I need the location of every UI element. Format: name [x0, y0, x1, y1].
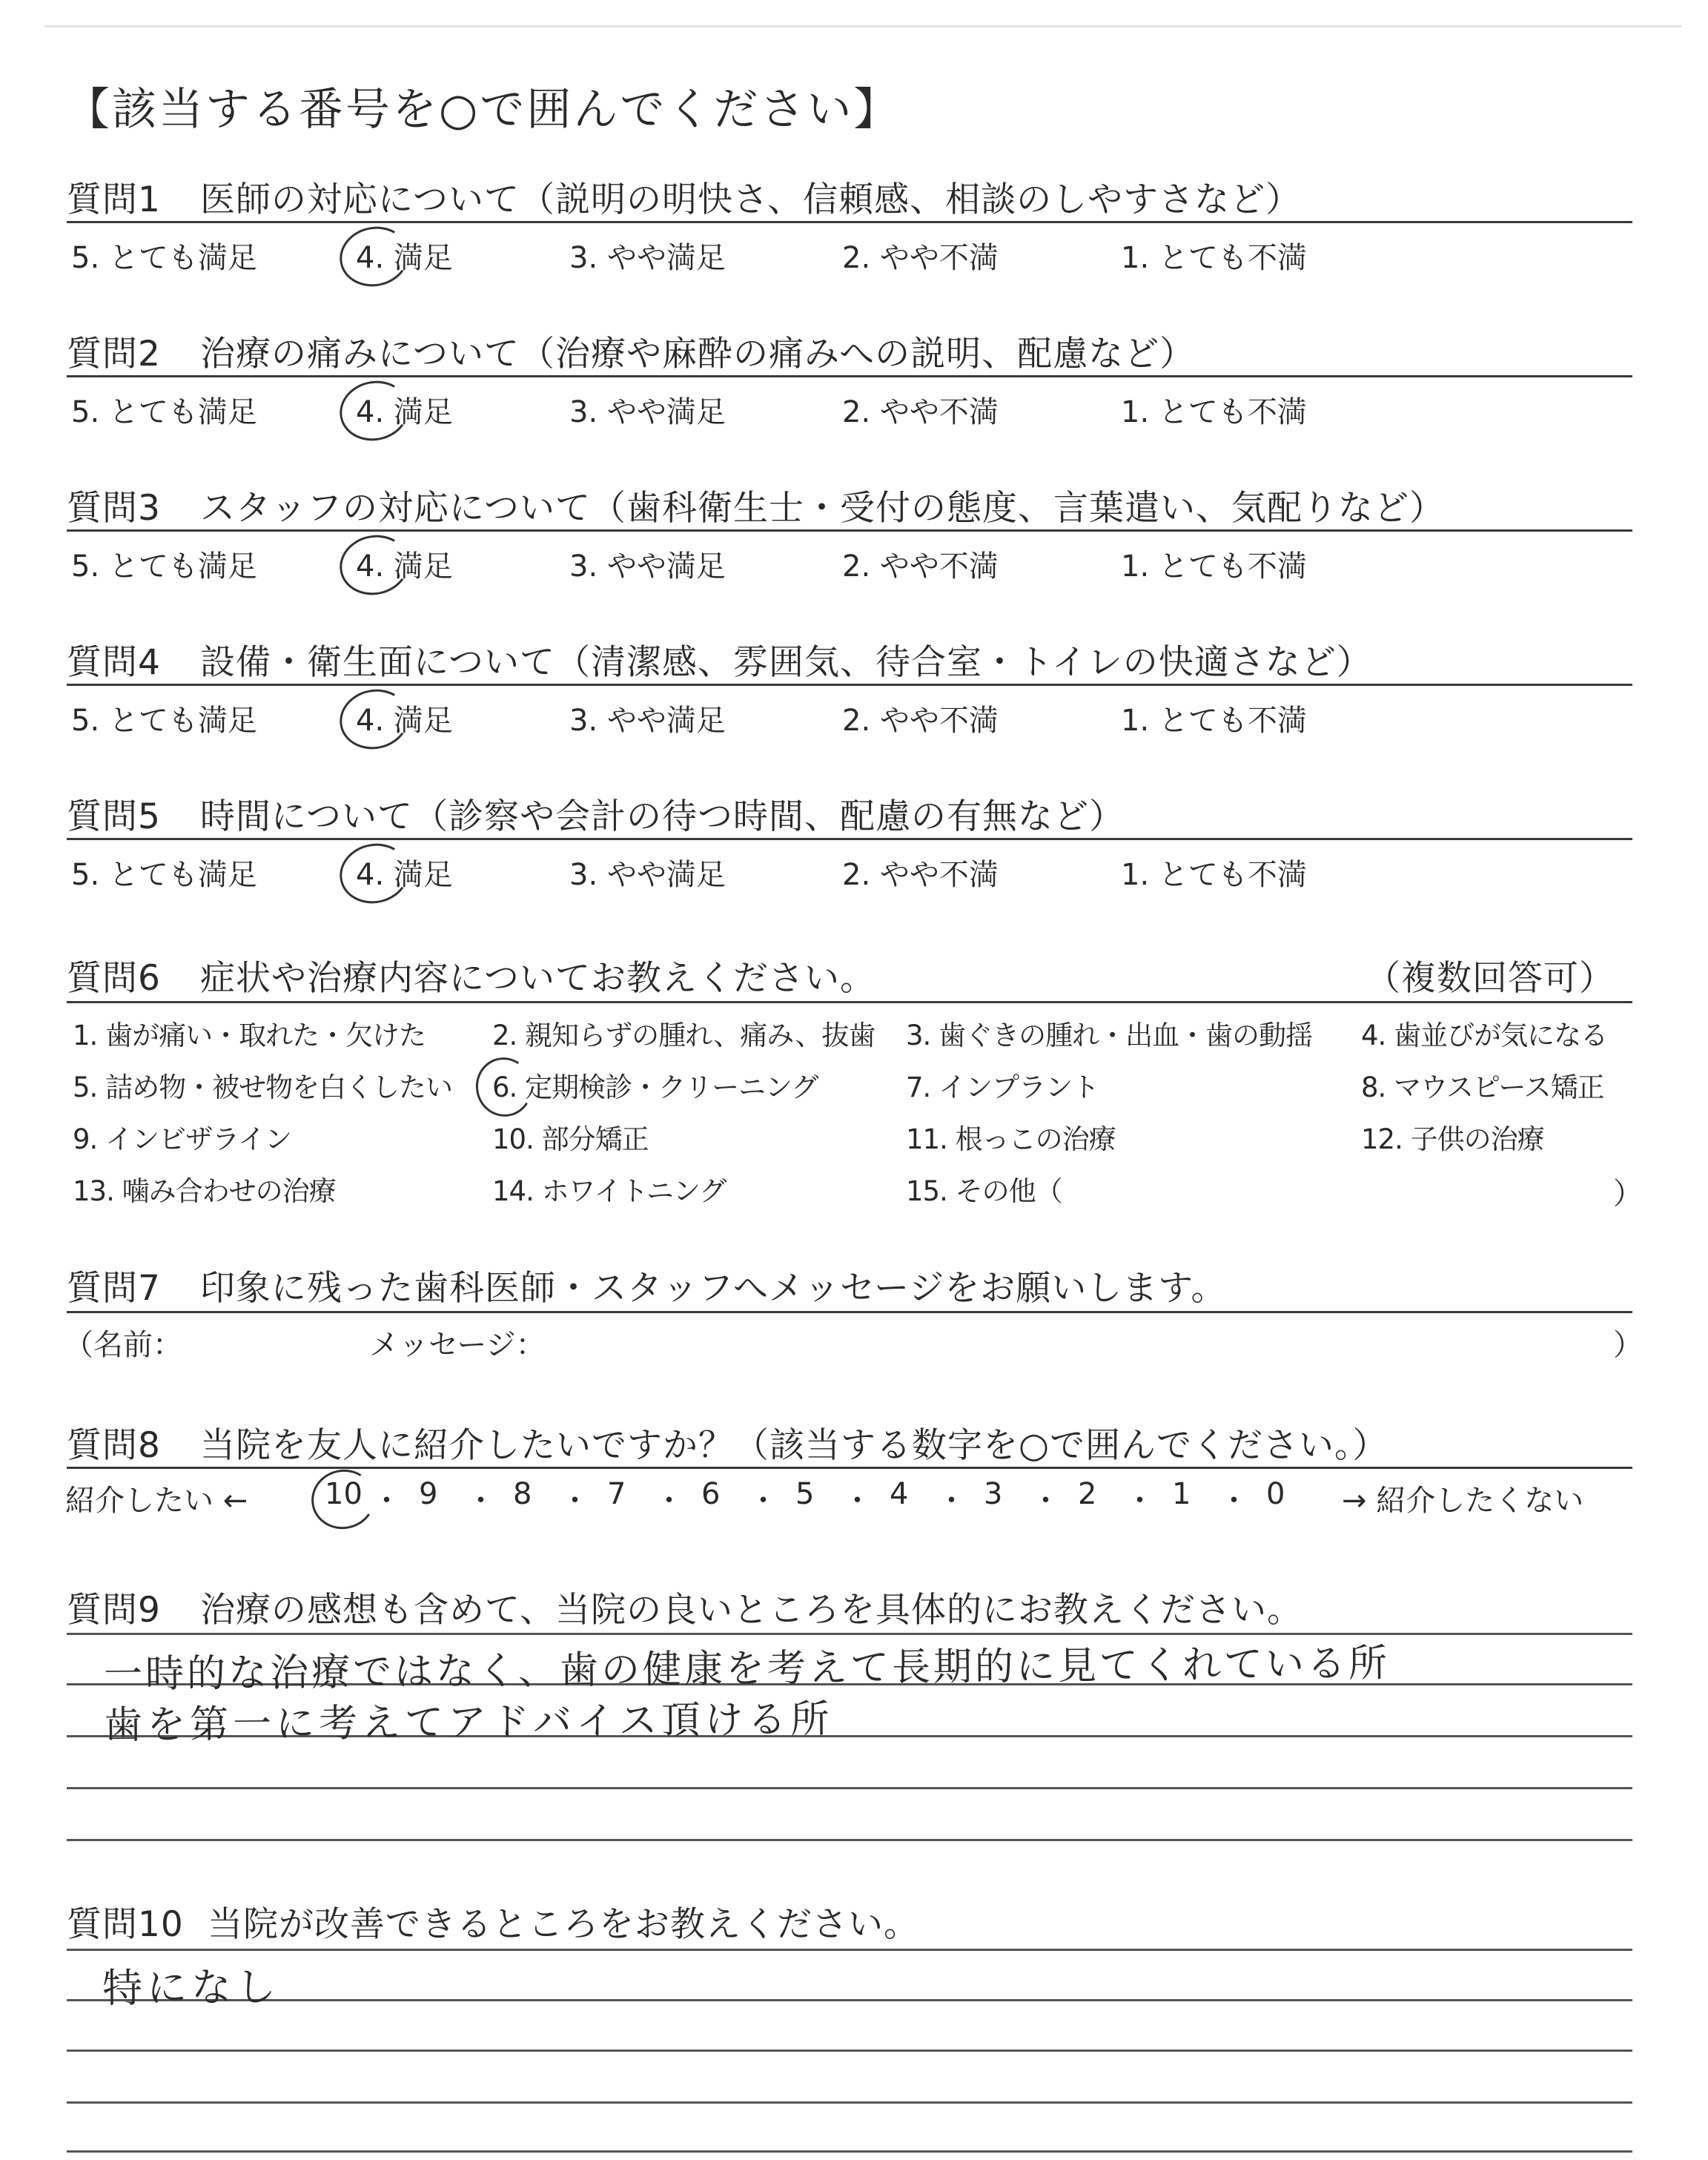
- scale-separator: ・: [654, 1484, 684, 1518]
- other-close-paren: ）: [1613, 1177, 1643, 1211]
- question-10-heading: [67, 1897, 919, 1946]
- rating-option[interactable]: 1. とても不満: [1121, 241, 1307, 275]
- scale-separator: ・: [1030, 1484, 1061, 1518]
- symptom-option[interactable]: 15. その他（: [906, 1175, 1062, 1207]
- rating-option[interactable]: 3. やや満足: [569, 704, 726, 738]
- writing-line: [67, 2150, 1632, 2153]
- rating-option[interactable]: 2. やや不満: [842, 549, 999, 584]
- scale-separator: ・: [936, 1484, 967, 1518]
- scale-value[interactable]: 6: [701, 1477, 721, 1511]
- symptom-option[interactable]: 5. 詰め物・被せ物を白くしたい: [73, 1071, 453, 1103]
- question-4-heading: [67, 635, 1372, 684]
- scale-value[interactable]: 1: [1172, 1477, 1191, 1511]
- question-text: スタッフの対応について（歯科衛生士・受付の態度、言葉遣い、気配りなど）: [200, 488, 1446, 529]
- question-number: 質問10: [67, 1904, 184, 1945]
- question-7-heading: [67, 1261, 1226, 1310]
- scale-separator: ・: [842, 1484, 873, 1518]
- q7-close-paren: ）: [1613, 1328, 1643, 1362]
- rating-option[interactable]: 3. やや満足: [569, 549, 726, 584]
- message-label: メッセージ：: [369, 1328, 546, 1362]
- question-text: 治療の痛みについて（治療や麻酔の痛みへの説明、配慮など）: [200, 334, 1196, 374]
- question-text: 設備・衛生面について（清潔感、雰囲気、待合室・トイレの快適さなど）: [200, 642, 1372, 683]
- rating-option[interactable]: 3. やや満足: [569, 395, 726, 429]
- question-text: 時間について（診察や会計の待つ時間、配慮の有無など）: [200, 796, 1125, 837]
- question-5-heading: [67, 789, 1125, 839]
- symptom-option[interactable]: 2. 親知らずの腫れ、痛み、抜歯: [492, 1020, 875, 1051]
- rating-option[interactable]: 1. とても不満: [1121, 395, 1307, 429]
- divider: [67, 221, 1632, 223]
- rating-option[interactable]: 2. やや不満: [842, 241, 999, 275]
- symptom-option[interactable]: 4. 歯並びが気になる: [1361, 1020, 1608, 1051]
- symptom-option[interactable]: 1. 歯が痛い・取れた・欠けた: [73, 1020, 426, 1051]
- scale-separator: ・: [466, 1484, 496, 1518]
- divider: [67, 529, 1632, 532]
- divider: [67, 1467, 1632, 1469]
- question-text: 印象に残った歯科医師・スタッフへメッセージをお願いします。: [200, 1268, 1227, 1309]
- rating-option[interactable]: 2. やや不満: [842, 704, 999, 738]
- divider: [67, 1311, 1632, 1313]
- question-number: 質問5: [67, 796, 161, 837]
- scale-separator: ・: [1219, 1484, 1249, 1518]
- question-number: 質問2: [67, 334, 161, 374]
- rating-option[interactable]: 1. とても不満: [1121, 858, 1307, 892]
- question-number: 質問7: [67, 1268, 161, 1309]
- symptom-option[interactable]: 8. マウスピース矯正: [1361, 1071, 1604, 1103]
- question-6-heading: [67, 951, 875, 1000]
- scale-value[interactable]: 9: [419, 1477, 438, 1511]
- scale-value[interactable]: 3: [984, 1477, 1003, 1511]
- symptom-option[interactable]: 7. インプラント: [906, 1071, 1099, 1103]
- symptom-option[interactable]: 14. ホワイトニング: [492, 1175, 726, 1207]
- scale-value[interactable]: 10: [325, 1477, 363, 1511]
- question-number: 質問9: [67, 1590, 161, 1631]
- recommend-right-label: → 紹介したくない: [1342, 1484, 1584, 1518]
- selection-circle: [334, 683, 415, 756]
- selection-circle: [334, 220, 415, 293]
- symptom-option[interactable]: 12. 子供の治療: [1361, 1123, 1544, 1155]
- question-6-note: （複数回答可）: [1366, 958, 1615, 999]
- page-title: 【該当する番号を○で囲んでください】: [65, 84, 901, 136]
- rating-option[interactable]: 5. とても満足: [71, 395, 257, 429]
- divider: [67, 375, 1632, 377]
- writing-line: [67, 1999, 1632, 2001]
- rating-option[interactable]: 2. やや不満: [842, 395, 999, 429]
- writing-line: [67, 1633, 1632, 1635]
- writing-line: [67, 1949, 1632, 1951]
- symptom-option[interactable]: 3. 歯ぐきの腫れ・出血・歯の動揺: [906, 1020, 1313, 1051]
- question-number: 質問4: [67, 642, 161, 683]
- handwritten-answer-line: 歯を第一に考えてアドバイス頂ける所: [103, 1697, 834, 1748]
- symptom-option[interactable]: 13. 噛み合わせの治療: [73, 1175, 336, 1207]
- rating-option[interactable]: 5. とても満足: [71, 858, 257, 892]
- writing-line: [67, 1839, 1632, 1841]
- writing-line: [67, 2101, 1632, 2104]
- rating-option[interactable]: 5. とても満足: [71, 549, 257, 584]
- rating-option[interactable]: 4. 満足: [356, 549, 453, 584]
- rating-option[interactable]: 4. 満足: [356, 858, 453, 892]
- selection-circle: [471, 1052, 538, 1122]
- scale-separator: ・: [1125, 1484, 1155, 1518]
- scale-value[interactable]: 2: [1078, 1477, 1097, 1511]
- question-3-heading: [67, 480, 1445, 530]
- question-text: 当院を友人に紹介したいですか？（該当する数字を○で囲んでください。）: [200, 1425, 1388, 1466]
- scale-value[interactable]: 0: [1266, 1477, 1285, 1511]
- selection-circle: [334, 374, 415, 447]
- question-1-heading: [67, 172, 1301, 222]
- rating-option[interactable]: 2. やや不満: [842, 858, 999, 892]
- rating-option[interactable]: 4. 満足: [356, 241, 453, 275]
- question-number: 質問3: [67, 488, 161, 529]
- rating-option[interactable]: 1. とても不満: [1121, 549, 1307, 584]
- question-8-heading: [67, 1418, 1388, 1467]
- scale-value[interactable]: 5: [795, 1477, 815, 1511]
- rating-option[interactable]: 3. やや満足: [569, 858, 726, 892]
- question-text: 症状や治療内容についてお教えください。: [200, 958, 876, 999]
- question-number: 質問6: [67, 958, 161, 999]
- question-2-heading: [67, 326, 1195, 376]
- scale-value[interactable]: 4: [890, 1477, 909, 1511]
- question-text: 医師の対応について（説明の明快さ、信頼感、相談のしやすさなど）: [200, 179, 1302, 220]
- name-label: （名前：: [64, 1328, 182, 1362]
- question-number: 質問1: [67, 179, 161, 220]
- selection-circle: [334, 837, 415, 910]
- rating-option[interactable]: 3. やや満足: [569, 241, 726, 275]
- question-text: 治療の感想も含めて、当院の良いところを具体的にお教えください。: [200, 1590, 1303, 1631]
- divider: [67, 838, 1632, 840]
- writing-line: [67, 1787, 1632, 1789]
- scale-value[interactable]: 7: [607, 1477, 626, 1511]
- selection-circle: [306, 1464, 381, 1535]
- rating-option[interactable]: 5. とても満足: [71, 704, 257, 738]
- rating-option[interactable]: 5. とても満足: [71, 241, 257, 275]
- question-number: 質問8: [67, 1425, 161, 1466]
- scale-value[interactable]: 8: [513, 1477, 532, 1511]
- handwritten-answer-line: 一時的な治療ではなく、歯の健康を考えて長期的に見てくれている所: [103, 1641, 1391, 1697]
- question-text: 当院が改善できるところをお教えください。: [208, 1904, 919, 1945]
- symptom-option[interactable]: 6. 定期検診・クリーニング: [492, 1071, 818, 1103]
- scale-separator: ・: [748, 1484, 778, 1518]
- divider: [67, 684, 1632, 686]
- scale-separator: ・: [371, 1484, 402, 1518]
- symptom-option[interactable]: 10. 部分矯正: [492, 1123, 649, 1155]
- rating-option[interactable]: 1. とても不満: [1121, 704, 1307, 738]
- scale-separator: ・: [560, 1484, 590, 1518]
- handwritten-answer-line: 特になし: [102, 1963, 281, 2012]
- selection-circle: [334, 529, 415, 601]
- divider: [67, 1001, 1632, 1003]
- writing-line: [67, 2050, 1632, 2052]
- top-border: [44, 25, 1681, 27]
- recommend-left-label: 紹介したい ←: [65, 1484, 248, 1518]
- rating-option[interactable]: 4. 満足: [356, 704, 453, 738]
- symptom-option[interactable]: 11. 根っこの治療: [906, 1123, 1116, 1155]
- symptom-option[interactable]: 9. インビザライン: [73, 1123, 291, 1155]
- question-9-heading: [67, 1582, 1302, 1632]
- rating-option[interactable]: 4. 満足: [356, 395, 453, 429]
